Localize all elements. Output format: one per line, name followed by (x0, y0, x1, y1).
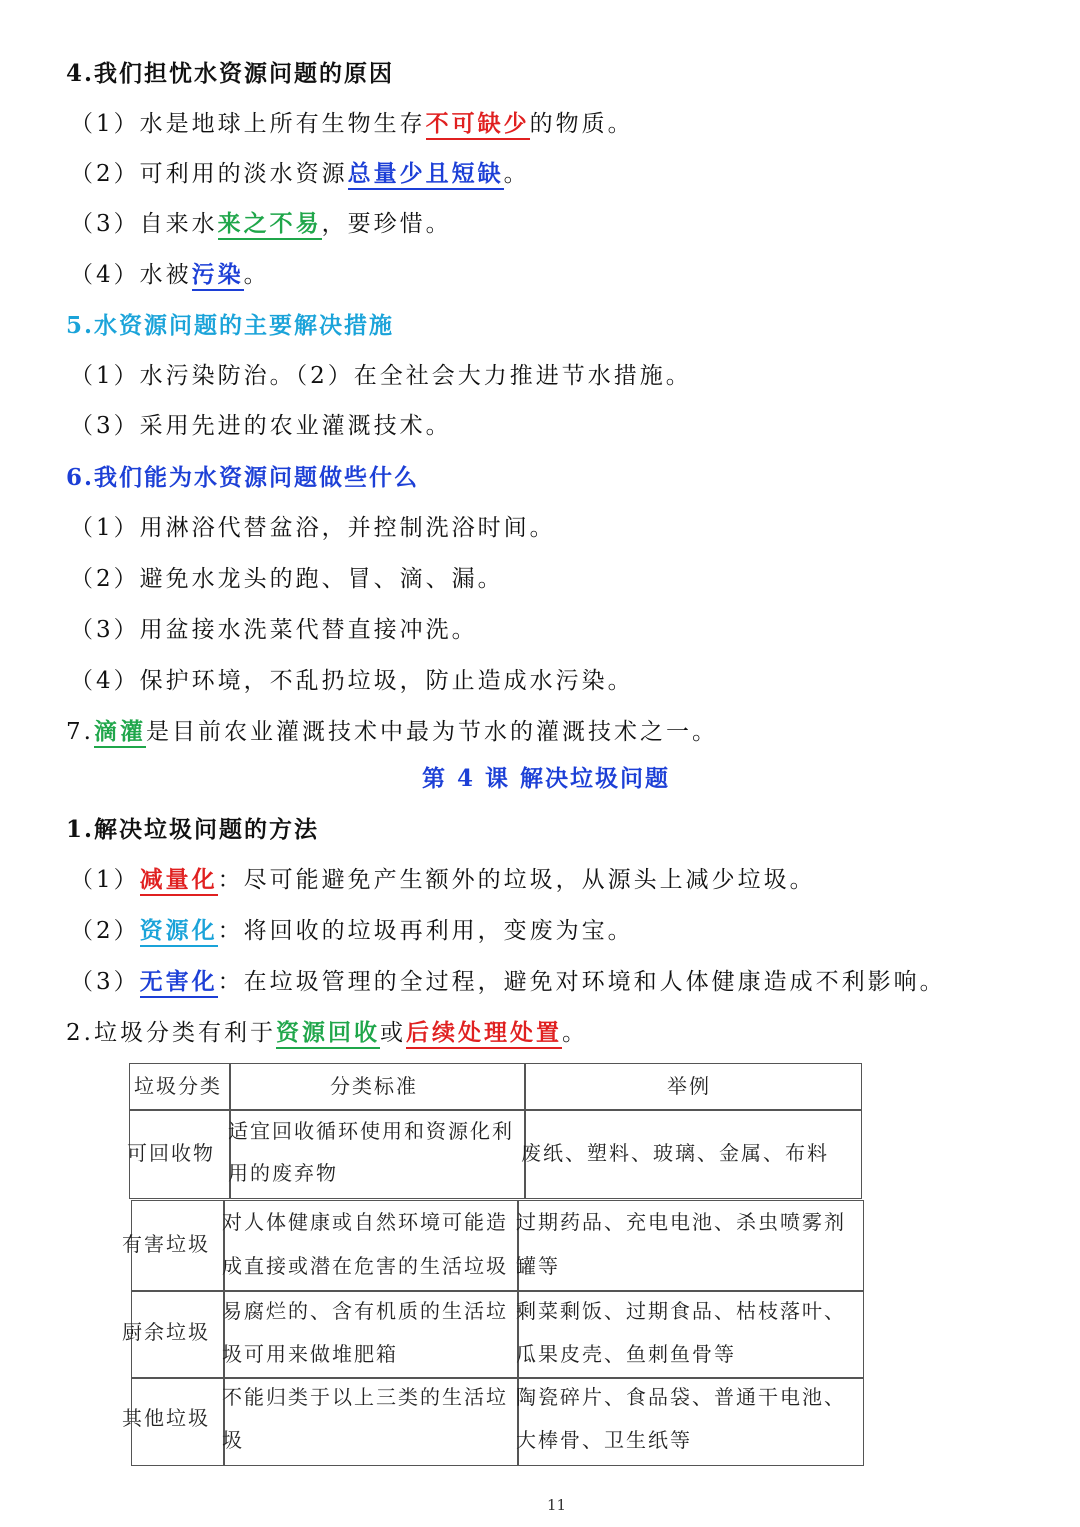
table-cell-criteria: 不能归类于以上三类的生活垃 (222, 1385, 508, 1409)
s4-item-4-tail: 。 (243, 262, 270, 288)
table-cell-examples: 罐等 (516, 1254, 560, 1278)
lesson-4-title: 第 4 课 解决垃圾问题 (422, 765, 671, 792)
l4s1-item-1-keyword: 减量化 (140, 866, 218, 896)
s4-item-4-keyword: 污染 (192, 261, 244, 291)
s6-line-2: （2）避免水龙头的跑、冒、滴、漏。 (70, 566, 504, 592)
table-col-divider (524, 1063, 526, 1199)
lesson-4-section-2-line (66, 1017, 588, 1049)
table-cell-criteria: 适宜回收循环使用和资源化利 (228, 1119, 514, 1143)
table-cell-category: 厨余垃圾 (122, 1320, 210, 1344)
l4s2-tail: 。 (561, 1020, 588, 1046)
table-cell-criteria: 易腐烂的、含有机质的生活垃 (222, 1299, 508, 1323)
l4s1-item-2-num: （2） (70, 918, 140, 944)
section-5-heading: 5.水资源问题的主要解决措施 (66, 312, 395, 339)
s6-line-4: （4）保护环境，不乱扔垃圾，防止造成水污染。 (70, 668, 634, 694)
section-7-line (66, 716, 718, 748)
s6-line-3: （3）用盆接水洗菜代替直接冲洗。 (70, 617, 478, 643)
table-cell-criteria: 圾 (222, 1428, 244, 1452)
table-cell-examples: 过期药品、充电电池、杀虫喷雾剂 (516, 1210, 846, 1234)
l4s1-item-2-keyword: 资源化 (140, 917, 218, 947)
table-cell-criteria: 用的废弃物 (228, 1161, 338, 1185)
s4-item-2-tail: 。 (503, 161, 530, 187)
l4s2-connector: 或 (379, 1020, 406, 1046)
s7-number: 7. (66, 719, 94, 745)
s4-item-2 (70, 158, 530, 190)
table-cell-examples: 大棒骨、卫生纸等 (516, 1428, 692, 1452)
l4s1-item-1 (70, 864, 816, 896)
s7-text: 是目前农业灌溉技术中最为节水的灌溉技术之一。 (145, 719, 718, 745)
table-header-category: 垃圾分类 (134, 1074, 222, 1098)
table-cell-category: 有害垃圾 (122, 1232, 210, 1256)
s7-keyword: 滴灌 (94, 718, 146, 748)
section-6-heading: 6.我们能为水资源问题做些什么 (66, 464, 420, 491)
l4s1-item-2 (70, 915, 634, 947)
l4s2-keyword-2: 后续处理处置 (406, 1019, 562, 1049)
table-cell-examples: 陶瓷碎片、食品袋、普通干电池、 (516, 1385, 846, 1409)
s4-item-3-tail: ，要珍惜。 (321, 211, 452, 237)
l4s2-text: 2.垃圾分类有利于 (66, 1020, 276, 1046)
s4-item-1-text: （1）水是地球上所有生物生存 (70, 111, 426, 137)
table-cell-criteria: 圾可用来做堆肥箱 (222, 1342, 398, 1366)
l4s1-item-2-text: ：将回收的垃圾再利用，变废为宝。 (217, 918, 634, 944)
table-cell-examples: 废纸、塑料、玻璃、金属、布料 (521, 1141, 829, 1165)
s4-item-4 (70, 259, 270, 291)
s4-item-2-keyword: 总量少且短缺 (348, 160, 504, 190)
table-cell-examples: 剩菜剩饭、过期食品、枯枝落叶、 (516, 1299, 846, 1323)
l4s1-item-3 (70, 966, 946, 998)
s5-line-1: （1）水污染防治。（2）在全社会大力推进节水措施。 (70, 363, 692, 389)
table-cell-criteria: 成直接或潜在危害的生活垃圾 (222, 1254, 508, 1278)
table-header-examples: 举例 (667, 1074, 711, 1098)
lesson-4-section-1-heading: 1.解决垃圾问题的方法 (66, 816, 320, 843)
table-cell-category: 可回收物 (127, 1141, 215, 1165)
table-cell-examples: 瓜果皮壳、鱼刺鱼骨等 (516, 1342, 736, 1366)
s4-item-1-keyword: 不可缺少 (426, 110, 530, 140)
s4-item-2-text: （2）可利用的淡水资源 (70, 161, 348, 187)
l4s1-item-3-keyword: 无害化 (140, 968, 218, 998)
table-cell-category: 其他垃圾 (122, 1406, 210, 1430)
s4-item-3 (70, 208, 452, 240)
s4-item-1-tail: 的物质。 (529, 111, 634, 137)
page-number: 11 (547, 1496, 567, 1514)
l4s2-keyword-1: 资源回收 (276, 1019, 380, 1049)
s6-line-1: （1）用淋浴代替盆浴，并控制洗浴时间。 (70, 515, 556, 541)
s4-item-3-text: （3）自来水 (70, 211, 218, 237)
table-cell-criteria: 对人体健康或自然环境可能造 (222, 1210, 508, 1234)
s4-item-1 (70, 108, 634, 140)
l4s1-item-3-text: ：在垃圾管理的全过程，避免对环境和人体健康造成不利影响。 (217, 969, 946, 995)
l4s1-item-1-text: ：尽可能避免产生额外的垃圾，从源头上减少垃圾。 (217, 867, 816, 893)
table-header-criteria: 分类标准 (330, 1074, 418, 1098)
s4-item-3-keyword: 来之不易 (218, 210, 322, 240)
s4-item-4-text: （4）水被 (70, 262, 192, 288)
section-4-heading: 4.我们担忧水资源问题的原因 (66, 60, 395, 87)
s5-line-2: （3）采用先进的农业灌溉技术。 (70, 413, 452, 439)
l4s1-item-1-num: （1） (70, 867, 140, 893)
l4s1-item-3-num: （3） (70, 969, 140, 995)
